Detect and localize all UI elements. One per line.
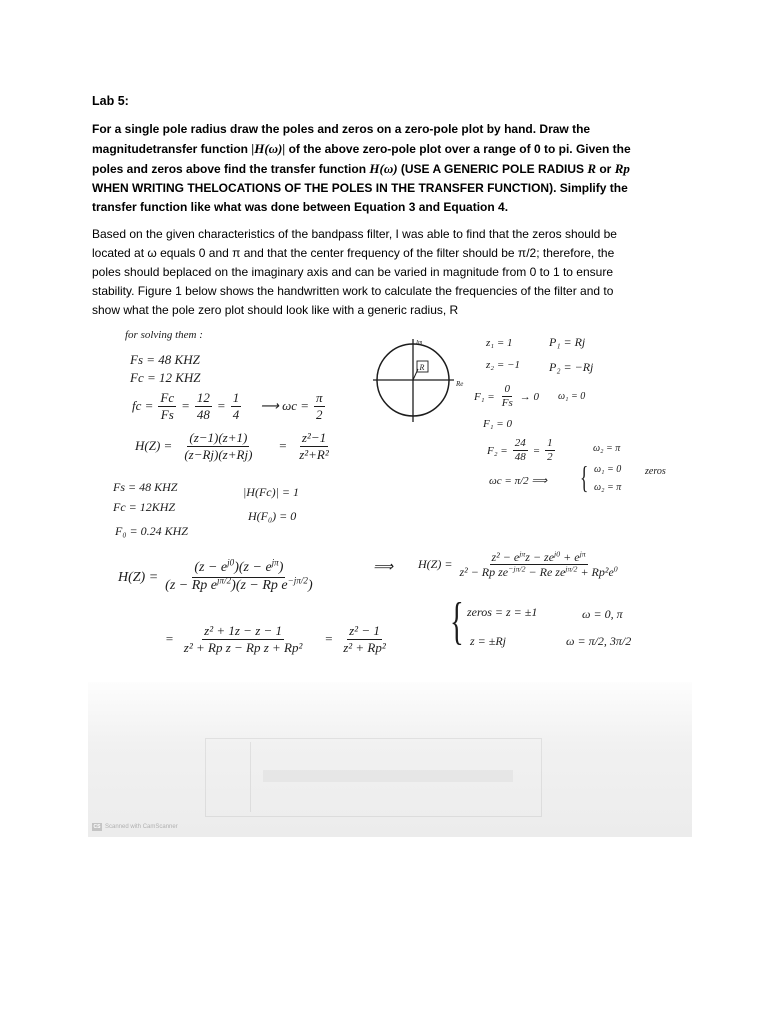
- eq-lhs: H(Z) =: [118, 569, 159, 585]
- superscript: 0: [613, 564, 618, 574]
- fraction: [158, 390, 176, 422]
- superscript: −jπ/2: [287, 575, 308, 586]
- answer-line: show what the pole zero plot should look like with a generic radius, R: [92, 303, 459, 317]
- imaginary-axis-label: Im: [416, 340, 423, 346]
- math-term: H(ω): [369, 161, 398, 176]
- fraction: [231, 390, 242, 422]
- hw-gain-at-f0: H(F₀) = 0: [248, 509, 297, 523]
- numerator: 24: [513, 437, 528, 451]
- text-run: WHEN WRITING THELOCATIONS OF THE POLES IN THE TRANSFER FUNCTION). Simplify the: [92, 181, 628, 195]
- text-run: )(z − Rp e: [231, 577, 288, 593]
- hw-implies-arrow: ⟹: [373, 560, 394, 575]
- superscript: jπ: [579, 549, 586, 559]
- fraction: [513, 437, 528, 464]
- hw-gain-at-fc: |H(Fc)| = 1: [243, 485, 300, 499]
- hw-sampling-freq: Fs = 48 KHZ: [130, 352, 200, 367]
- text-run: poles and zeros above find the transfer function: [92, 162, 370, 176]
- text-run: ): [278, 560, 284, 575]
- superscript: jπ: [271, 557, 279, 568]
- text-run: transfer function like what was done between Equation 3 and Equation 4.: [92, 200, 509, 214]
- numerator: 12: [196, 390, 210, 405]
- numerator: [192, 557, 285, 578]
- superscript: jπ/2: [565, 564, 578, 574]
- denominator: z² + Rp z − Rp z + Rp²: [183, 639, 303, 655]
- hw-intro: for solving them :: [125, 329, 203, 341]
- numerator: z² − 1: [349, 623, 380, 638]
- eq-lhs: H(Z) =: [135, 437, 173, 453]
- hw-pole-1: P₁ = Rj: [549, 335, 586, 349]
- hw-omega-2: ω₂ = π: [593, 443, 621, 454]
- text-run: + Rp²e: [577, 565, 614, 580]
- hw-f1-equation: [474, 383, 539, 410]
- hw-transfer-function-expanded: [418, 550, 620, 580]
- hw-f1-value: F₁ = 0: [483, 418, 512, 430]
- hw-zero-1: z₁ = 1: [486, 337, 513, 349]
- equals-sign: =: [181, 397, 190, 413]
- pole-zero-plot: [370, 336, 470, 426]
- hw-zeros-location: zeros = z = ±1: [467, 605, 538, 619]
- eq-lhs: F₁ =: [474, 390, 495, 403]
- denominator: 4: [232, 406, 240, 422]
- hw-curly-brace: {: [450, 593, 464, 650]
- hw-transfer-function-2: [118, 557, 315, 595]
- denominator: [163, 575, 314, 595]
- scanner-watermark: [92, 823, 178, 831]
- superscript: jπ/2: [217, 575, 232, 586]
- math-term: R: [587, 161, 597, 176]
- bleed-through-smudge: [263, 770, 513, 782]
- denominator: 48: [196, 406, 210, 422]
- equals-sign: =: [278, 437, 288, 453]
- answer-line: Based on the given characteristics of the bandpass filter, I was able to find that the zeros should be: [92, 227, 617, 241]
- prompt-line: [92, 179, 631, 198]
- hw-omega-1: ω₁ = 0: [558, 391, 586, 402]
- denominator: (z−Rj)(z+Rj): [184, 446, 253, 462]
- hw-poles-frequency: ω = π/2, 3π/2: [566, 634, 632, 648]
- text-run: magnitudetransfer function: [92, 142, 252, 156]
- denominator: Fs: [501, 397, 513, 410]
- hw-pole-2: P₂ = −Rj: [549, 360, 594, 374]
- lab-prompt-paragraph: [92, 120, 631, 217]
- eq-lhs: H(Z) =: [418, 557, 453, 572]
- denominator: 2: [547, 451, 553, 464]
- text-run: + e: [560, 550, 580, 564]
- prompt-line: [92, 198, 631, 217]
- hw-brace-omega-2: ω₂ = π: [594, 482, 622, 493]
- hw-normalized-freq-equation: [132, 390, 325, 422]
- answer-line: stability. Figure 1 below shows the handwritten work to calculate the frequencies of the filter and to: [92, 284, 614, 298]
- hw-transfer-function-1: [135, 430, 331, 462]
- text-run: z² − Rp ze: [459, 565, 509, 580]
- fraction: [457, 550, 619, 580]
- math-term: |H(ω)|: [251, 141, 286, 156]
- denominator: z²+R²: [299, 446, 329, 462]
- camscanner-text: Scanned with CamScanner: [105, 824, 178, 830]
- fraction: [545, 437, 555, 464]
- superscript: −jπ/2: [508, 564, 526, 574]
- lab-heading: Lab 5:: [92, 94, 129, 108]
- text-run: (USE A GENERIC POLE RADIUS: [397, 162, 588, 176]
- text-run: (z − e: [194, 560, 228, 575]
- eq-rhs: → 0: [519, 390, 539, 403]
- real-axis-label: Re: [456, 380, 464, 388]
- eq-lhs: fc =: [132, 397, 154, 413]
- equals-sign: =: [165, 630, 174, 646]
- denominator: z² + Rp²: [343, 639, 386, 655]
- hw-poles-location: z = ±Rj: [470, 634, 507, 648]
- denominator: 2: [316, 406, 323, 422]
- text-run: ): [307, 577, 313, 593]
- hw-brace-omega-1: ω₁ = 0: [594, 464, 622, 475]
- denominator: Fs: [160, 406, 174, 422]
- prompt-line: [92, 120, 631, 139]
- bleed-through-line: [250, 742, 251, 812]
- text-run: z − ze: [525, 550, 555, 564]
- superscript: j0: [227, 557, 235, 568]
- text-run: (z − Rp e: [165, 577, 217, 593]
- numerator: π: [316, 390, 323, 405]
- implies-arrow: ⟶ ωc =: [260, 397, 310, 413]
- equals-sign: =: [532, 444, 541, 457]
- math-term: Rp: [614, 161, 630, 176]
- hw-zero-freq: F₀ = 0.24 KHZ: [115, 524, 188, 538]
- numerator: Fc: [160, 390, 175, 405]
- fraction: [341, 623, 388, 655]
- fraction: [297, 430, 331, 462]
- answer-line: poles should beplaced on the imaginary axis and can be varied in magnitude from 0 to 1 to ensure: [92, 265, 613, 279]
- numerator: 1: [545, 437, 555, 451]
- fraction: [314, 390, 325, 422]
- hw-center-omega: ωc = π/2 ⟹: [489, 475, 548, 487]
- hw-sampling-freq-2: Fs = 48 KHZ: [113, 480, 178, 494]
- text-run: )(z − e: [234, 560, 272, 575]
- handwritten-figure: [88, 322, 692, 837]
- fraction: [195, 390, 212, 422]
- eq-lhs: F₂ =: [487, 444, 508, 457]
- text-run: − Re ze: [525, 565, 566, 580]
- fraction: [163, 557, 314, 595]
- hw-transfer-function-simplified: [165, 623, 388, 655]
- equals-sign: =: [324, 630, 334, 646]
- text-run: or: [596, 162, 615, 176]
- hw-center-freq: Fc = 12 KHZ: [130, 370, 201, 385]
- denominator: [457, 565, 619, 579]
- numerator: 1: [232, 390, 240, 405]
- answer-line: located at ω equals 0 and π and that the center frequency of the filter should be π/2; therefore, the: [92, 246, 615, 260]
- numerator: z²−1: [301, 430, 327, 445]
- fraction: [182, 623, 305, 655]
- text-run: z² − e: [491, 550, 520, 564]
- answer-paragraph: [92, 225, 617, 320]
- hw-f2-equation: [487, 437, 555, 464]
- hw-brace-zeros-label: zeros: [645, 466, 666, 477]
- camscanner-logo: CS: [93, 824, 101, 830]
- superscript: j0: [554, 549, 561, 559]
- denominator: 48: [514, 451, 526, 464]
- hw-curly-brace-small: {: [580, 459, 589, 495]
- superscript: jπ: [519, 549, 526, 559]
- equals-sign: =: [216, 397, 226, 413]
- numerator: [490, 550, 588, 565]
- prompt-line: [92, 159, 631, 179]
- radius-label: R: [419, 363, 425, 372]
- fraction: [500, 383, 515, 410]
- fraction: [182, 430, 254, 462]
- numerator: 0: [502, 383, 512, 397]
- hw-zero-2: z₂ = −1: [486, 359, 520, 371]
- prompt-line: [92, 139, 631, 159]
- hw-center-freq-2: Fc = 12KHZ: [113, 500, 176, 514]
- text-run: For a single pole radius draw the poles and zeros on a zero-pole plot by hand. Draw the: [92, 122, 591, 136]
- numerator: z² + 1z − z − 1: [204, 623, 283, 638]
- hw-zeros-frequency: ω = 0, π: [582, 607, 623, 621]
- numerator: (z−1)(z+1): [189, 430, 248, 445]
- text-run: of the above zero-pole plot over a range of 0 to pi. Given the: [285, 142, 631, 156]
